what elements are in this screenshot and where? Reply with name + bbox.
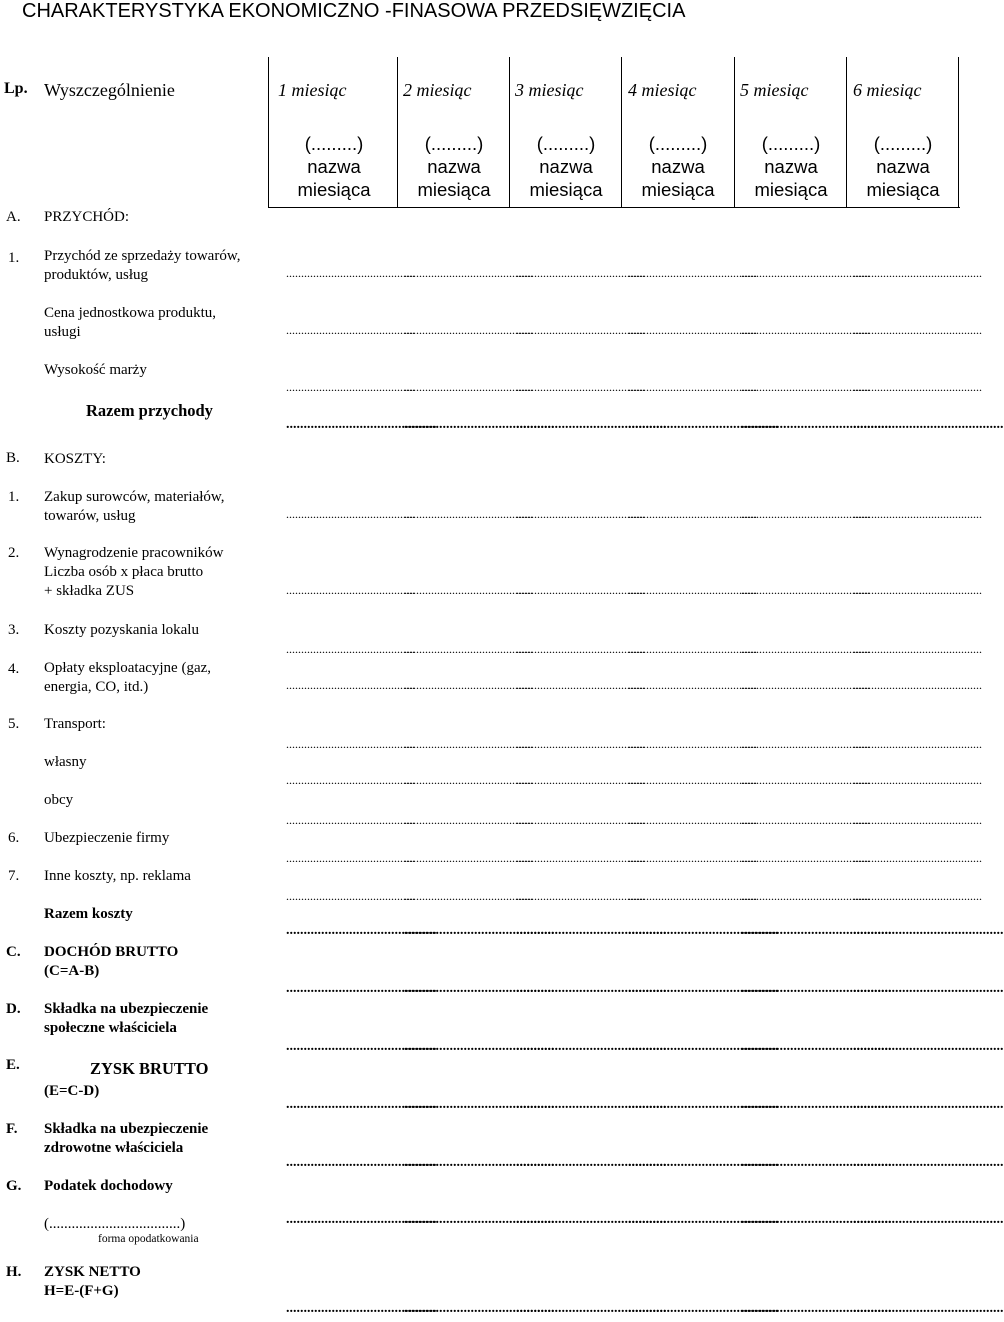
fill-in-blank[interactable]: ........................................... [628,323,757,337]
row-label: Składka na ubezpieczenie społeczne właściciela [44,1001,209,1036]
fill-in-blank[interactable]: ........................................... [286,1212,437,1227]
fill-in-blank[interactable]: ........................................... [516,507,645,521]
month-6-name: (.........) nazwa miesiąca [866,133,940,200]
fill-in-blank[interactable]: ........................................... [741,583,870,597]
fill-in-blank[interactable]: ........................................... [404,380,533,394]
fill-in-blank[interactable]: ........................................... [286,583,415,597]
fill-in-blank[interactable]: ........................................... [404,773,533,787]
row-number: G. [6,1178,22,1194]
fill-in-blank[interactable]: ........................................... [628,642,757,656]
fill-in-blank[interactable]: ........................................... [286,417,437,432]
month-2-header: 2 miesiąc [403,80,472,100]
fill-in-blank[interactable]: ........................................... [628,266,757,280]
fill-in-blank[interactable]: ........................................... [516,851,645,865]
fill-in-blank[interactable]: ........................................... [741,737,870,751]
fill-in-blank[interactable]: ........................................... [516,981,667,996]
fill-in-blank[interactable]: ........................................... [286,642,415,656]
fill-in-blank[interactable]: ........................................... [404,323,533,337]
fill-in-blank[interactable]: ........................................... [516,1212,667,1227]
fill-in-blank[interactable]: ........................................... [853,1301,1004,1316]
fill-in-blank[interactable]: ........................................... [628,678,757,692]
fill-in-blank[interactable]: ........................................... [516,583,645,597]
fill-in-blank[interactable]: ........................................... [628,583,757,597]
row-number: A. [6,209,21,225]
fill-in-blank[interactable]: ........................................... [853,1155,1004,1170]
fill-in-blank[interactable]: ........................................... [628,737,757,751]
fill-in-blank[interactable]: ........................................... [404,1212,555,1227]
fill-in-blank[interactable]: ........................................... [286,773,415,787]
fill-in-blank[interactable]: ........................................... [404,923,555,938]
fill-in-blank[interactable]: ........................................... [853,583,982,597]
row-label: Zakup surowców, materiałów, towarów, usług [44,489,225,524]
fill-in-blank[interactable]: ........................................... [286,1301,437,1316]
fill-in-blank[interactable]: ........................................... [853,773,982,787]
row-number: F. [6,1121,18,1137]
description-header: Wyszczególnienie [44,80,175,100]
row-number: 4. [8,661,20,677]
fill-in-blank[interactable]: ........................................... [404,889,533,903]
fill-in-blank[interactable]: ........................................... [853,737,982,751]
fill-in-blank[interactable]: ........................................... [741,981,892,996]
fill-in-blank[interactable]: ........................................... [286,981,437,996]
row-number: 7. [8,868,20,884]
fill-in-blank[interactable]: ........................................... [286,323,415,337]
month-2-name: (.........) nazwa miesiąca [417,133,491,200]
fill-in-blank[interactable]: ........................................... [628,417,779,432]
month-5-header: 5 miesiąc [740,80,809,100]
fill-in-blank[interactable]: ........................................... [853,417,1004,432]
row-label: Podatek dochodowy [44,1178,173,1194]
fill-in-blank[interactable]: ........................................... [853,678,982,692]
fill-in-blank[interactable]: ........................................... [516,889,645,903]
column-divider [268,57,269,208]
row-label: ZYSK BRUTTO [90,1059,209,1078]
row-label: Koszty pozyskania lokalu [44,622,199,638]
fill-in-blank[interactable]: ........................................... [516,1097,667,1112]
row-label: Cena jednostkowa produktu, usługi [44,305,217,340]
row-label: DOCHÓD BRUTTO (C=A-B) [44,944,179,979]
fill-in-blank[interactable]: ........................................... [628,813,757,827]
row-label: Inne koszty, np. reklama [44,868,191,884]
fill-in-blank[interactable]: ........................................... [516,380,645,394]
row-label: (E=C-D) [44,1083,100,1099]
row-label: ZYSK NETTO H=E-(F+G) [44,1264,141,1299]
fill-in-blank[interactable]: ........................................... [853,981,1004,996]
tax-form-caption: forma opodatkowania [98,1233,199,1245]
fill-in-blank[interactable]: ........................................... [286,1155,437,1170]
fill-in-blank[interactable]: ........................................... [286,380,415,394]
fill-in-blank[interactable]: ........................................... [286,1097,437,1112]
fill-in-blank[interactable]: ........................................... [741,323,870,337]
section-label: KOSZTY: [44,451,106,467]
tax-form-field: (...................................) [44,1216,186,1232]
fill-in-blank[interactable]: ........................................... [741,1155,892,1170]
fill-in-blank[interactable]: ........................................... [286,889,415,903]
month-5-name: (.........) nazwa miesiąca [754,133,828,200]
fill-in-blank[interactable]: ........................................... [853,323,982,337]
fill-in-blank[interactable]: ........................................... [628,773,757,787]
fill-in-blank[interactable]: ........................................... [853,813,982,827]
fill-in-blank[interactable]: ........................................... [853,923,1004,938]
fill-in-blank[interactable]: ........................................... [853,1212,1004,1227]
fill-in-blank[interactable]: ........................................... [404,642,533,656]
fill-in-blank[interactable]: ........................................... [516,813,645,827]
fill-in-blank[interactable]: ........................................... [628,889,757,903]
fill-in-blank[interactable]: ........................................... [741,1097,892,1112]
fill-in-blank[interactable]: ........................................... [516,1155,667,1170]
fill-in-blank[interactable]: ........................................... [286,737,415,751]
fill-in-blank[interactable]: ........................................... [286,507,415,521]
fill-in-blank[interactable]: ........................................... [741,1039,892,1054]
fill-in-blank[interactable]: ........................................... [853,1039,1004,1054]
fill-in-blank[interactable]: ........................................... [628,981,779,996]
fill-in-blank[interactable]: ........................................... [404,851,533,865]
month-3-header: 3 miesiąc [515,80,584,100]
fill-in-blank[interactable]: ........................................... [628,1301,779,1316]
fill-in-blank[interactable]: ........................................... [404,737,533,751]
fill-in-blank[interactable]: ........................................... [516,642,645,656]
month-4-name: (.........) nazwa miesiąca [641,133,715,200]
fill-in-blank[interactable]: ........................................... [628,923,779,938]
row-label: Opłaty eksploatacyjne (gaz, energia, CO, itd.) [44,660,212,695]
fill-in-blank[interactable]: ........................................... [286,851,415,865]
total-label: Razem koszty [44,906,133,922]
lp-header: Lp. [4,80,28,97]
fill-in-blank[interactable]: ........................................... [516,323,645,337]
fill-in-blank[interactable]: ........................................... [741,1301,892,1316]
fill-in-blank[interactable]: ........................................... [853,1097,1004,1112]
fill-in-blank[interactable]: ........................................... [741,851,870,865]
fill-in-blank[interactable]: ........................................... [853,380,982,394]
fill-in-blank[interactable]: ........................................... [628,1155,779,1170]
fill-in-blank[interactable]: ........................................... [404,981,555,996]
fill-in-blank[interactable]: ........................................... [741,678,870,692]
fill-in-blank[interactable]: ........................................... [404,507,533,521]
section-label: PRZYCHÓD: [44,209,130,225]
total-label: Razem przychody [86,401,213,420]
fill-in-blank[interactable]: ........................................... [628,1097,779,1112]
fill-in-blank[interactable]: ........................................... [853,851,982,865]
row-number: 5. [8,716,20,732]
fill-in-blank[interactable]: ........................................... [628,380,757,394]
row-number: B. [6,450,20,466]
fill-in-blank[interactable]: ........................................... [853,889,982,903]
fill-in-blank[interactable]: ........................................... [628,507,757,521]
fill-in-blank[interactable]: ........................................... [853,507,982,521]
month-6-header: 6 miesiąc [853,80,922,100]
fill-in-blank[interactable]: ........................................... [853,642,982,656]
fill-in-blank[interactable]: ........................................... [286,678,415,692]
fill-in-blank[interactable]: ........................................... [741,923,892,938]
fill-in-blank[interactable]: ........................................... [628,1212,779,1227]
row-label: Transport: [44,716,106,732]
fill-in-blank[interactable]: ........................................... [404,813,533,827]
row-label: obcy [44,792,74,808]
row-label: Składka na ubezpieczenie zdrowotne właściciela [44,1121,209,1156]
fill-in-blank[interactable]: ........................................... [853,266,982,280]
fill-in-blank[interactable]: ........................................... [516,773,645,787]
row-number: E. [6,1057,20,1073]
fill-in-blank[interactable]: ........................................... [741,1212,892,1227]
fill-in-blank[interactable]: ........................................... [741,507,870,521]
fill-in-blank[interactable]: ........................................... [628,1039,779,1054]
row-number: C. [6,944,21,960]
row-number: 2. [8,545,20,561]
fill-in-blank[interactable]: ........................................... [516,1039,667,1054]
row-number: D. [6,1001,21,1017]
fill-in-blank[interactable]: ........................................... [516,737,645,751]
fill-in-blank[interactable]: ........................................... [516,923,667,938]
row-number: 6. [8,830,20,846]
fill-in-blank[interactable]: ........................................... [741,417,892,432]
fill-in-blank[interactable]: ........................................... [286,1039,437,1054]
fill-in-blank[interactable]: ........................................... [286,923,437,938]
fill-in-blank[interactable]: ........................................... [741,773,870,787]
row-number: 1. [8,250,20,266]
fill-in-blank[interactable]: ........................................... [404,1155,555,1170]
month-1-name: (.........) nazwa miesiąca [297,133,371,200]
fill-in-blank[interactable]: ........................................... [404,583,533,597]
fill-in-blank[interactable]: ........................................... [741,813,870,827]
month-3-name: (.........) nazwa miesiąca [529,133,603,200]
page-title: CHARAKTERYSTYKA EKONOMICZNO -FINASOWA PRZEDSIĘWZIĘCIA [22,0,686,22]
fill-in-blank[interactable]: ........................................... [404,417,555,432]
month-1-header: 1 miesiąc [278,80,347,100]
header-bottom-line [268,207,960,208]
fill-in-blank[interactable]: ........................................... [516,266,645,280]
row-label: Przychód ze sprzedaży towarów, produktów, usług [44,248,241,283]
row-label: Wynagrodzenie pracowników Liczba osób x płaca brutto + składka ZUS [44,545,224,599]
row-label: własny [44,754,87,770]
fill-in-blank[interactable]: ........................................... [516,1301,667,1316]
row-label: Ubezpieczenie firmy [44,830,170,846]
fill-in-blank[interactable]: ........................................... [404,678,533,692]
row-number: 3. [8,622,20,638]
fill-in-blank[interactable]: ........................................... [741,889,870,903]
fill-in-blank[interactable]: ........................................... [286,813,415,827]
row-number: H. [6,1264,22,1280]
fill-in-blank[interactable]: ........................................... [628,851,757,865]
fill-in-blank[interactable]: ........................................... [516,678,645,692]
fill-in-blank[interactable]: ........................................... [516,417,667,432]
fill-in-blank[interactable]: ........................................... [741,380,870,394]
fill-in-blank[interactable]: ........................................... [404,266,533,280]
month-4-header: 4 miesiąc [628,80,697,100]
fill-in-blank[interactable]: ........................................... [741,642,870,656]
row-label: Wysokość marży [44,362,147,378]
fill-in-blank[interactable]: ........................................... [404,1039,555,1054]
fill-in-blank[interactable]: ........................................... [404,1301,555,1316]
fill-in-blank[interactable]: ........................................... [404,1097,555,1112]
fill-in-blank[interactable]: ........................................... [286,266,415,280]
row-number: 1. [8,489,20,505]
fill-in-blank[interactable]: ........................................... [741,266,870,280]
